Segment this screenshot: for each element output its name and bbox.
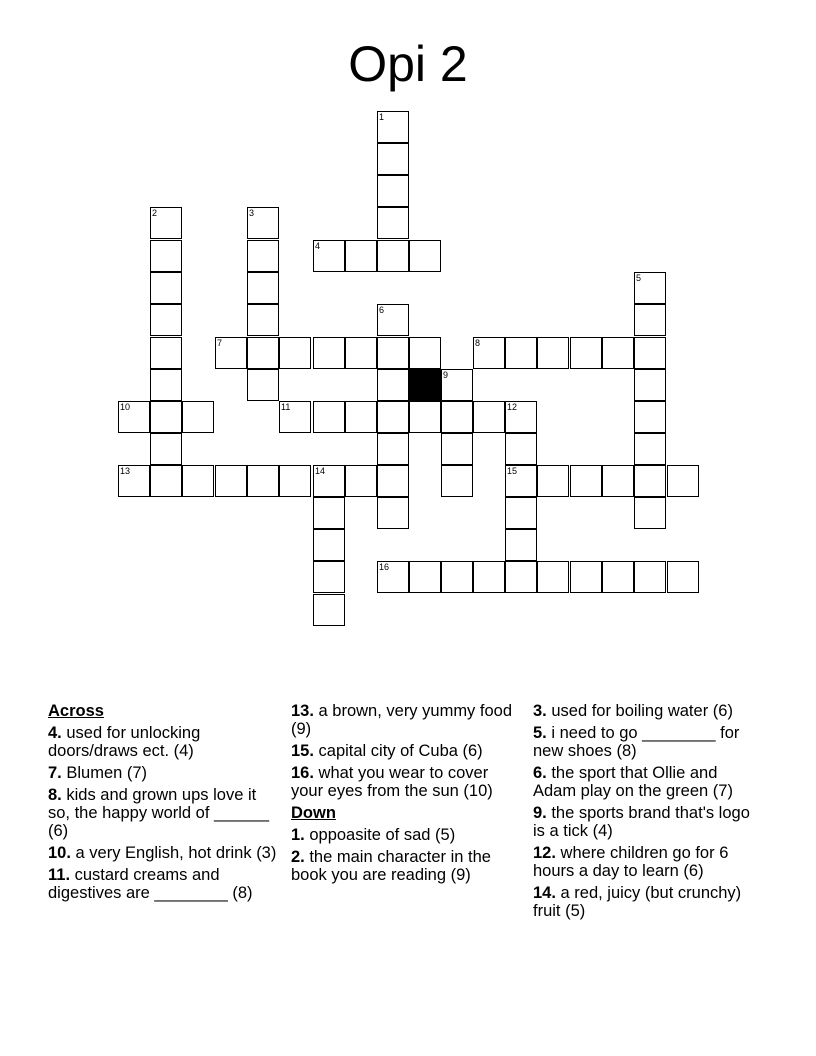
grid-cell[interactable] <box>441 369 473 401</box>
grid-cell[interactable] <box>182 401 214 433</box>
grid-cell[interactable] <box>150 433 182 465</box>
grid-cell[interactable] <box>505 465 537 497</box>
grid-cell[interactable] <box>570 561 602 593</box>
cell-number: 2 <box>152 208 158 218</box>
grid-cell[interactable] <box>377 369 409 401</box>
cell-number: 6 <box>379 305 385 315</box>
grid-cell[interactable] <box>377 497 409 529</box>
grid-cell[interactable] <box>150 401 182 433</box>
grid-cell[interactable] <box>505 529 537 561</box>
grid-cell[interactable] <box>505 433 537 465</box>
grid-cell[interactable] <box>473 561 505 593</box>
grid-cell[interactable] <box>441 561 473 593</box>
clue-down-12: 12. where children go for 6 hours a day to learn (6) <box>533 844 729 880</box>
grid-cell[interactable] <box>279 401 311 433</box>
grid-cell[interactable] <box>345 465 377 497</box>
grid-cell[interactable] <box>313 465 345 497</box>
grid-cell[interactable] <box>313 561 345 593</box>
grid-cell[interactable] <box>377 207 409 239</box>
cell-number: 1 <box>379 112 385 122</box>
grid-cell[interactable] <box>537 337 569 369</box>
grid-cell[interactable] <box>377 111 409 143</box>
cell-number: 10 <box>120 402 131 412</box>
grid-cell[interactable] <box>505 561 537 593</box>
grid-cell[interactable] <box>377 433 409 465</box>
grid-cell[interactable] <box>667 465 699 497</box>
clue-down-5: 5. i need to go ________ for new shoes (8) <box>533 724 740 760</box>
grid-cell[interactable] <box>634 433 666 465</box>
grid-cell[interactable] <box>602 561 634 593</box>
grid-cell[interactable] <box>602 337 634 369</box>
grid-cell[interactable] <box>247 337 279 369</box>
grid-cell[interactable] <box>570 465 602 497</box>
grid-cell[interactable] <box>150 337 182 369</box>
grid-cell[interactable] <box>313 401 345 433</box>
cell-number: 5 <box>636 273 642 283</box>
clue-down-6: 6. the sport that Ollie and Adam play on the green (7) <box>533 764 733 800</box>
grid-cell[interactable] <box>150 369 182 401</box>
grid-cell[interactable] <box>247 207 279 239</box>
grid-cell[interactable] <box>409 240 441 272</box>
grid-cell[interactable] <box>182 465 214 497</box>
clue-across-7: 7. Blumen (7) <box>48 764 148 782</box>
grid-cell[interactable] <box>247 369 279 401</box>
grid-cell[interactable] <box>345 240 377 272</box>
grid-cell[interactable] <box>634 561 666 593</box>
cell-number: 14 <box>315 466 326 476</box>
grid-cell[interactable] <box>377 143 409 175</box>
grid-cell[interactable] <box>150 304 182 336</box>
grid-cell[interactable] <box>441 401 473 433</box>
grid-cell[interactable] <box>313 337 345 369</box>
grid-cell[interactable] <box>313 594 345 626</box>
grid-cell[interactable] <box>377 401 409 433</box>
clue-across-10: 10. a very English, hot drink (3) <box>48 844 277 862</box>
grid-cell[interactable] <box>215 337 247 369</box>
grid-cell[interactable] <box>377 465 409 497</box>
grid-cell[interactable] <box>473 337 505 369</box>
grid-cell[interactable] <box>409 337 441 369</box>
clues-column-1 <box>48 702 280 906</box>
cell-number: 7 <box>217 338 223 348</box>
grid-cell[interactable] <box>377 561 409 593</box>
grid-cell[interactable] <box>634 304 666 336</box>
grid-cell[interactable] <box>537 561 569 593</box>
grid-cell[interactable] <box>441 465 473 497</box>
grid-cell[interactable] <box>634 465 666 497</box>
cell-number: 15 <box>507 466 518 476</box>
across-heading: Across <box>48 702 104 720</box>
clues-column-3 <box>533 702 763 924</box>
grid-cell[interactable] <box>377 175 409 207</box>
clue-across-15: 15. capital city of Cuba (6) <box>291 742 483 760</box>
grid-cell[interactable] <box>247 240 279 272</box>
grid-cell[interactable] <box>247 304 279 336</box>
grid-cell[interactable] <box>634 369 666 401</box>
grid-cell[interactable] <box>345 401 377 433</box>
clue-down-1: 1. oppoasite of sad (5) <box>291 826 456 844</box>
grid-cell[interactable] <box>441 433 473 465</box>
grid-cell[interactable] <box>537 465 569 497</box>
cell-number: 11 <box>281 402 291 412</box>
grid-cell[interactable] <box>150 207 182 239</box>
grid-cell[interactable] <box>150 465 182 497</box>
puzzle-title: Opi 2 <box>348 36 468 92</box>
grid-cell[interactable] <box>150 240 182 272</box>
black-cell <box>409 369 441 401</box>
grid-cell[interactable] <box>634 337 666 369</box>
cell-number: 13 <box>120 466 131 476</box>
grid-cell[interactable] <box>634 497 666 529</box>
grid-cell[interactable] <box>409 561 441 593</box>
grid-cell[interactable] <box>377 304 409 336</box>
grid-cell[interactable] <box>313 240 345 272</box>
grid-cell[interactable] <box>409 401 441 433</box>
cell-number: 3 <box>249 208 255 218</box>
grid-cell[interactable] <box>313 529 345 561</box>
grid-cell[interactable] <box>634 272 666 304</box>
cell-number: 16 <box>379 562 390 572</box>
cell-number: 8 <box>475 338 481 348</box>
grid-cell[interactable] <box>313 497 345 529</box>
grid-cell[interactable] <box>377 240 409 272</box>
clue-across-16: 16. what you wear to cover your eyes from the sun (10) <box>291 764 493 800</box>
grid-cell[interactable] <box>150 272 182 304</box>
grid-cell[interactable] <box>247 465 279 497</box>
cell-number: 9 <box>443 370 449 380</box>
grid-cell[interactable] <box>634 401 666 433</box>
clue-across-11: 11. custard creams and digestives are ________ (8) <box>48 866 253 902</box>
clues-column-2 <box>291 702 513 888</box>
cell-number: 4 <box>315 241 321 251</box>
down-heading: Down <box>291 804 336 822</box>
grid-cell[interactable] <box>570 337 602 369</box>
grid-cell[interactable] <box>118 465 150 497</box>
grid-cell[interactable] <box>505 337 537 369</box>
grid-cell[interactable] <box>667 561 699 593</box>
clue-across-8: 8. kids and grown ups love it so, the happy world of ______ (6) <box>48 786 270 840</box>
clue-down-3: 3. used for boiling water (6) <box>533 702 733 720</box>
grid-cell[interactable] <box>377 337 409 369</box>
cell-number: 12 <box>507 402 518 412</box>
grid-cell[interactable] <box>279 337 311 369</box>
grid-cell[interactable] <box>505 401 537 433</box>
clue-across-13: 13. a brown, very yummy food (9) <box>291 702 513 738</box>
grid-cell[interactable] <box>602 465 634 497</box>
clue-down-2: 2. the main character in the book you are reading (9) <box>291 848 491 884</box>
clue-down-9: 9. the sports brand that's logo is a tick (4) <box>533 804 750 840</box>
clue-down-14: 14. a red, juicy (but crunchy) fruit (5) <box>533 884 742 920</box>
clue-across-4: 4. used for unlocking doors/draws ect. (4) <box>48 724 201 760</box>
grid-cell[interactable] <box>279 465 311 497</box>
grid-cell[interactable] <box>215 465 247 497</box>
grid-cell[interactable] <box>505 497 537 529</box>
grid-cell[interactable] <box>118 401 150 433</box>
grid-cell[interactable] <box>247 272 279 304</box>
grid-cell[interactable] <box>473 401 505 433</box>
grid-cell[interactable] <box>345 337 377 369</box>
